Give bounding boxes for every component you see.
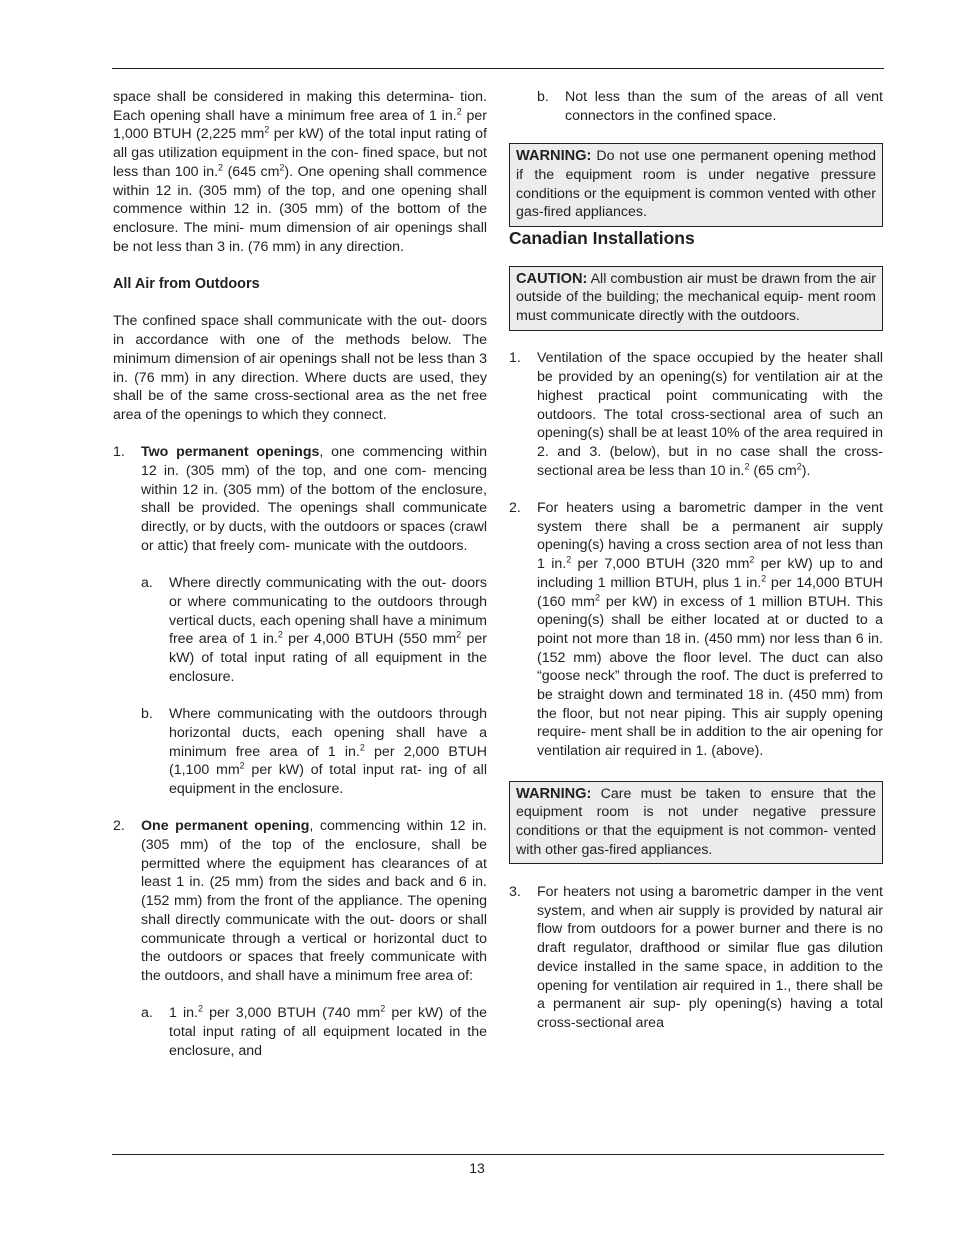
left-column [113,88,487,1060]
page-number: 13 [469,1160,485,1176]
list-number: 2. [509,500,521,516]
list-item-1 [113,443,487,555]
warning-text: Do not use one permanent opening method if the equipment room is under negative pressure conditions or the equipment is common vented with other gas-fired appliances. [516,148,876,221]
list-letter: a. [141,575,153,592]
canadian-heading: Canadian Installations [509,227,695,248]
list-item-2a [113,1004,487,1060]
item-text: Where communicating with the outdoors through horizontal ducts, each opening shall have a minimum free area of 1 in. [169,706,487,760]
intro-text-1: space shall be considered in making this determina- tion. Each opening shall have a minimum free area of 1 in. [113,89,487,124]
item-text: per kW) of total input rating of all equipment in the enclosure. [169,631,487,685]
superscript: 2 [218,162,224,173]
warning-box-1 [509,143,883,227]
list-text [169,1004,487,1060]
list-letter: b. [537,89,549,105]
item-text: , one commencing within 12 in. (305 mm) of the top, and one com- mencing within 12 in. (305 mm) of the bottom of the enclosure, shall be provided. The openings shall communicate directly, or by ducts, with the outdoors or spaces (crawl or attic) that freely com- municate with the outdoors. [141,444,487,554]
list-number: 1. [113,444,125,461]
item-text: Ventilation of the space occupied by the heater shall be provided by an opening(s) for ventilation air at the highest practical point communicating with the outdoors. The total cross-sectional area of such an opening(s) shall be at least 10% of the area required in 2. and 3. (below), but in no case shall the cross-sectional area be less than 10 in. [537,350,883,479]
list-item-2b [509,88,883,125]
list-item-2 [113,817,487,985]
canadian-item-3 [509,883,883,1033]
list-text [537,349,883,480]
caution-box [509,266,883,331]
intro-text-2: per 1,000 BTUH (2,225 mm [113,107,487,143]
item-text: per kW) of the total input rating of all equipment located in the enclosure, and [169,1005,487,1059]
superscript: 2 [796,460,802,471]
warning-label: WARNING: [516,148,592,165]
list-text [141,443,487,555]
superscript: 2 [239,760,245,771]
item-text: Where directly communicating with the out- doors or where communicating to the outdoors through vertical ducts, each opening shall have a minimum free area of 1 in. [169,575,487,648]
item-text: per 3,000 BTUH (740 mm [203,1005,381,1022]
intro-text-3: per kW) of the total input rating of all gas utilization equipment in the con- fined space, but not less than 100 in. [113,126,487,180]
list-number: 1. [509,350,521,367]
list-text: For heaters not using a barometric damper in the vent system, and when air supply is provided by natural air flow from outdoors for a power burner and there is no draft regulator, drafthood or similar flue gas dilution device installed in the same space, in addition to the opening for ventilation air required in 1., there shall be a permanent air sup- ply opening(s) having a total cross-sectional area [537,884,883,1031]
canadian-item-2 [509,499,883,761]
superscript: 2 [380,1003,386,1014]
item-text: per kW) of total input rat- ing of all equipment in the enclosure. [169,762,487,797]
item-text: per 2,000 BTUH (1,100 mm [169,743,487,779]
item-text: per 7,000 BTUH (320 mm [571,556,750,573]
list-number: 2. [113,818,125,835]
superscript: 2 [456,629,462,640]
intro-paragraph [113,88,487,256]
list-text [141,817,487,985]
bold-term: Two permanent openings [141,444,320,461]
item-text: For heaters using a barometric damper in the vent system there shall be a permanent air supply opening(s) having a cross section area of not less than 1 in. [537,500,883,573]
list-text [537,499,883,761]
caution-label: CAUTION: [516,270,588,287]
item-text: per kW) up to and including 1 million BTUH, plus 1 in. [537,556,883,591]
superscript: 2 [277,629,283,640]
list-item-1b [113,705,487,799]
warning-text: Care must be taken to ensure that the equipment room is not under negative pressure conditions or that the equipment is not common- vented with other gas-fired appliances. [516,785,876,858]
caution-text: All combustion air must be drawn from the air outside of the building; the mechanical equip- ment room must communicate directly with the outdoors. [516,270,876,324]
outdoors-heading: All Air from Outdoors [113,276,260,293]
superscript: 2 [456,105,462,116]
item-text: per 14,000 BTUH (160 mm [537,574,883,610]
item-text: ). [801,462,811,479]
item-text: 1 in. [169,1005,198,1022]
list-number: 3. [509,884,521,901]
superscript: 2 [761,573,767,584]
right-column [509,88,883,1033]
superscript: 2 [359,741,365,752]
canadian-item-1 [509,349,883,480]
superscript: 2 [594,591,600,602]
item-text: , commencing within 12 in. (305 mm) of the top of the enclosure, shall be permitted where the equipment has clearances of at least 1 in. (25 mm) from the sides and back and 6 in. (152 mm) from the front of the appliance. The opening shall directly communicate with the out- doors or shall communicate through a vertical or horizontal duct to the outdoors or spaces that freely communicate with the outdoors, and shall have a minimum free area of: [141,818,487,984]
superscript: 2 [198,1003,204,1014]
warning-label: WARNING: [516,785,592,802]
bottom-rule [112,1154,884,1155]
intro-text-4: (645 cm [223,163,280,180]
superscript: 2 [279,162,285,173]
list-letter: b. [141,706,153,723]
item-text: (65 cm [749,462,797,479]
outdoors-paragraph: The confined space shall communicate with the out- doors in accordance with one of the methods below. The minimum dimension of air openings shall not be less than 3 in. (76 mm) in any direction. Where ducts are used, they shall be of the same cross-sectional area as the net free area of the openings to which they connect. [113,313,487,423]
superscript: 2 [566,554,572,565]
top-rule [112,68,884,69]
warning-box-2 [509,781,883,865]
item-text: per kW) in excess of 1 million BTUH. This opening(s) shall be either located at or ducted to a point not more than 18 in. (450 mm) nor less than 6 in. (152 mm) above the floor level. The duct can also “goose neck” through the roof. The duct is preferred to be straight down and terminated 18 in. (450 mm) from the floor, but not near piping. This air supply opening require- ment shall be in addition to the air opening for ventilation air required in 1. (above). [537,593,883,760]
bold-term: One permanent opening [141,818,310,835]
list-text: Not less than the sum of the areas of all vent connectors in the confined space. [565,89,883,124]
list-text [169,574,487,686]
list-item-1a [113,574,487,686]
list-text [169,705,487,799]
superscript: 2 [744,460,750,471]
list-letter: a. [141,1005,153,1022]
item-text: per 4,000 BTUH (550 mm [282,631,457,648]
superscript: 2 [749,554,755,565]
superscript: 2 [264,124,270,135]
intro-text-5: ). One opening shall commence within 12 in. (305 mm) of the top, and one opening shall commence within 12 in. (305 mm) of the bottom of the enclosure. The mini- mum dimension of air openings shall be not less than 3 in. (76 mm) in any direction. [113,163,488,255]
